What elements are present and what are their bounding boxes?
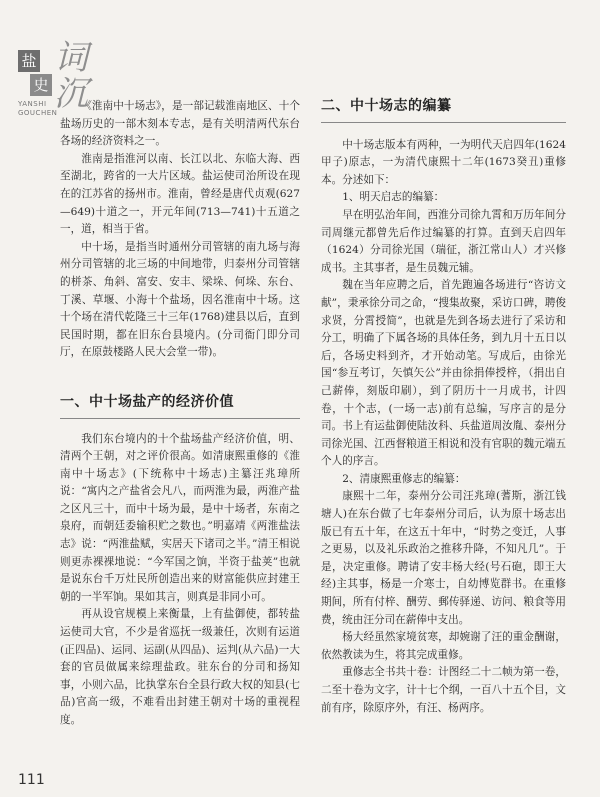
logo-english-line2: GOUCHEN [18, 109, 58, 117]
body-paragraph: 康熙十二年，泰州分公司汪兆璋(蓍斯，浙江钱塘人)在东台做了七年泰州分司后，认为原十场志出版已有五十年，在这五十年中，“时势之变迁，人事之更易，以及礼乐政治之推移升降，不知凡几”。于是，决定重修。聘请了安丰杨大经(号石砲，即王大经)主其事，杨是一介寒士，自幼博览群书。在重修期间，所有付梓、酬劳、郵传驿递、访问、粮食等用费，统由汪分司在薪俸中支出。 [321, 490, 566, 626]
body-paragraph: 杨大经虽然家境贫寒，却婉谢了汪的重金酬谢，依然教读为生，将其完成重修。 [321, 631, 566, 661]
body-paragraph: 中十场，是指当时通州分司管辖的南九场与海州分司管辖的北三场的中间地带，归泰州分司管辖的栟茶、角斜、富安、安丰、梁垛、何垛、东台、丁溪、草堰、小海十个盐场，因名淮南中十场。这十个场在清代乾隆三十三年(1768)建县以后，直到民国时期，都在旧东台县境内。(分司衙门即分司厅，在原鼓楼路人民大会堂一带)。 [60, 240, 300, 359]
logo-english-line1: YANSHI [18, 100, 47, 108]
body-paragraph: 再从设官规模上来衡量，上有盐御使，都转盐运使司大官，不少是省巡抚一级兼任，次则有运道(正四品)、运同、运副(从四品)、运判(从六品)一大套的官员做属来综理盐政。驻东台的分司和扬知事，小则六品，比执掌东台全县行政大权的知县(七品)官高一级，不难看出封建王朝对十场的重视程度。 [60, 608, 300, 726]
subsection-heading: 1、明天启志的编纂： [342, 191, 445, 204]
page-number: 111 [18, 772, 45, 788]
body-paragraph: 中十场志版本有两种，一为明代天启四年(1624甲子)原志，一为清代康熙十二年(1673癸丑)重修本。分述如下： [321, 138, 566, 186]
logo-char-history: 史 [30, 74, 52, 96]
section-heading: 二、中十场志的编纂 [321, 98, 566, 123]
left-column [60, 98, 300, 730]
right-paragraphs [321, 137, 566, 718]
body-paragraph: 《淮南中十场志》，是一部记载淮南地区、十个盐场历史的一部木刻本专志，是有关明清两代东台各场的经济资料之一。 [60, 100, 300, 148]
right-column [321, 98, 566, 717]
logo-char-salt: 盐 [18, 50, 40, 72]
body-paragraph: 我们东台境内的十个盐场盐产经济价值，明、清两个王朝，对之评价很高。如清康熙重修的《淮南中十场志》(下统称中十场志)主纂汪兆璋所说：“寓内之产盐省会凡八，而两淮为最，两淮产盐之区凡三十，而中十场为最，是中十场者，东南之泉府，而朝廷委输积贮之数也。”明嘉靖《两淮盐法志》说：“两淮盐赋，实居天下诸司之半。”清王相说则更赤裸裸地说：“今军国之饷，半资于盐荚”也就是说东台千万灶民所创造出来的财富能供应封建王朝的一半军饷。果如其言，则真是非同小可。 [60, 432, 300, 603]
body-paragraph: 魏在当年应聘之后，首先跑遍各场进行“咨访文献”，秉承徐分司之命，“搜集故聚，采访口碑，聘俊求贤，分霄授简”，也就是先到各场去进行了采访和分工，明确了下属各场的具体任务，到九月十五日以后，各场史料到齐，才开始动笔。写成后，由徐光国“参互考订，矢慎矢公”并由徐捐俸授梓，（捐出自己薪俸，刻版印刷），到了阴历十一月成书，计四卷，十个志，(一场一志)前有总编，写序言的是分司。书上有运盐御使陆汝科、兵盐道周汝胤、泰州分司徐光国、江西督粮道王相说和没有官职的魏元端五个人的序言。 [321, 279, 566, 468]
section-heading: 一、中十场盐产的经济价值 [60, 394, 300, 419]
body-paragraph: 淮南是指淮河以南、长江以北、东临大海、西至湖北，跨省的一大片区域。盐运使司治所设在现在的江苏省的扬州市。淮南，曾经是唐代贞观(627—649)十道之一，开元年间(713—741)十五道之一，道，相当于省。 [60, 152, 300, 236]
body-paragraph: 早在明弘治年间，西淮分司徐九霄和万历年间分司周继元都曾先后作过编纂的打算。直到天启四年（1624）分司徐光国（瑞征，浙江常山人）才兴修成书。主其事者，是生员魏元辅。 [321, 208, 566, 274]
logo-english [18, 100, 57, 118]
body-paragraph: 重修志全书共十卷：计图经二十二帧为第一卷，二至十卷为文字，计十七个纲，一百八十五个目，文前有序，除原序外，有汪、杨两序。 [321, 666, 566, 714]
subsection-heading: 2、清康熙重修志的编纂： [342, 472, 466, 485]
logo-calligraphy: 词沉 [54, 38, 90, 114]
